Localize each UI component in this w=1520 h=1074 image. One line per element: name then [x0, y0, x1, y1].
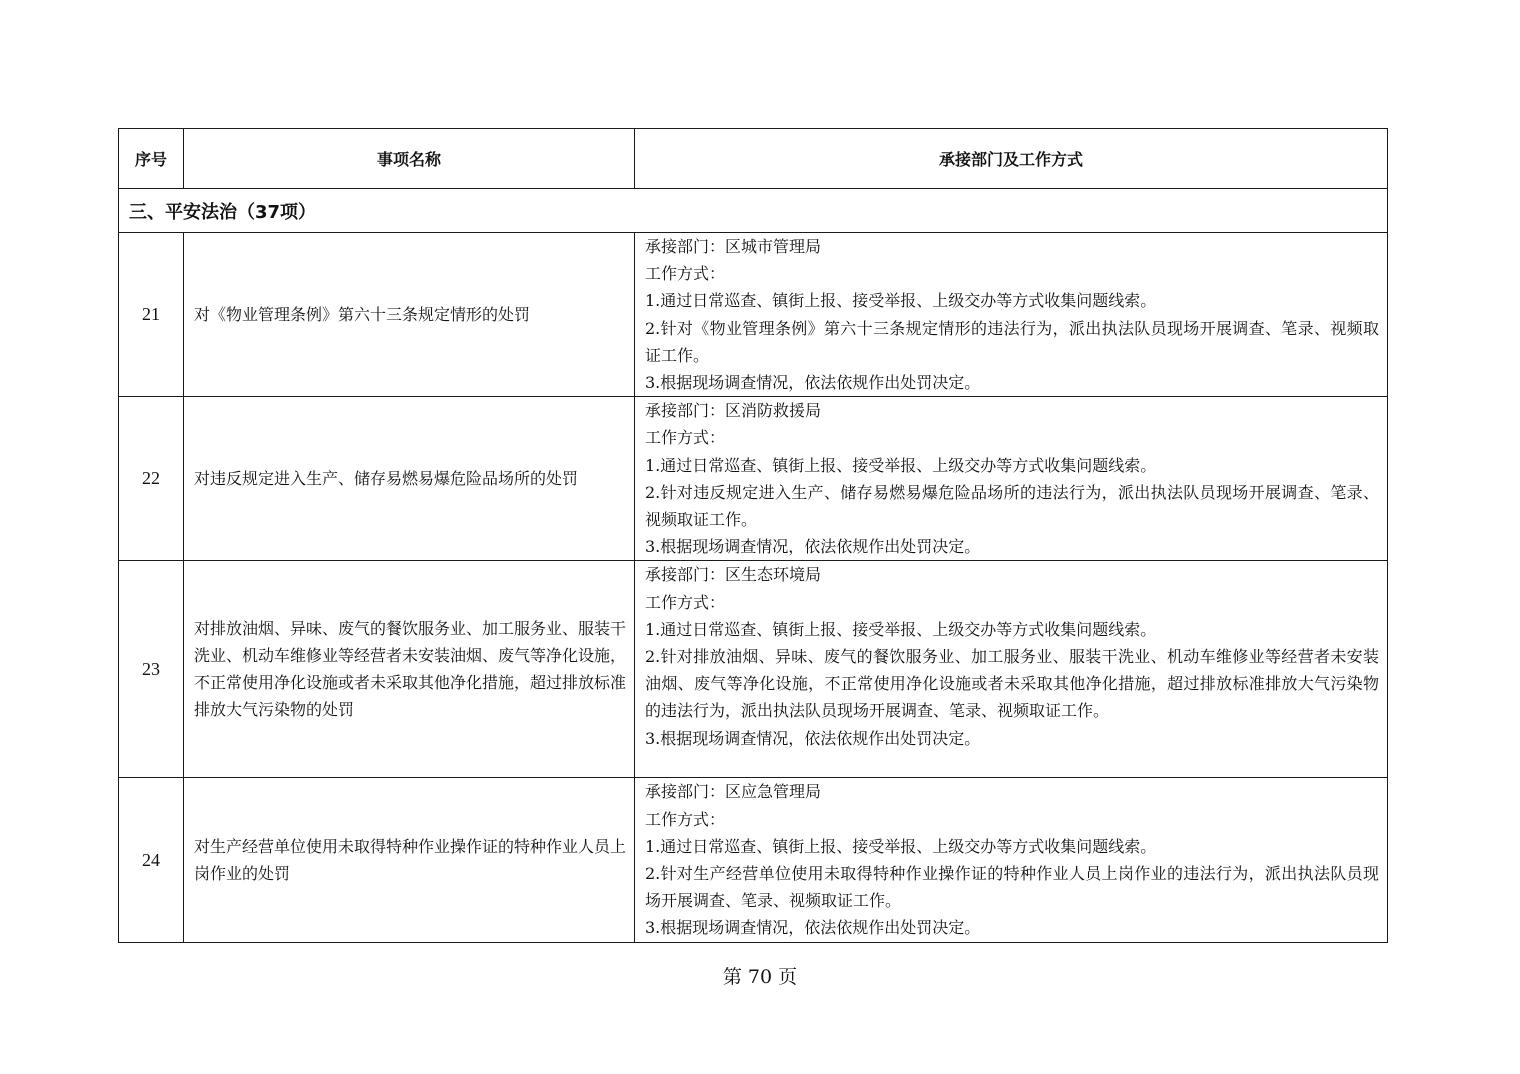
dept-line: 3.根据现场调查情况，依法依规作出处罚决定。	[645, 728, 981, 748]
row-dept	[635, 233, 1388, 397]
dept-line: 1.通过日常巡查、镇街上报、接受举报、上级交办等方式收集问题线索。	[645, 619, 1157, 639]
dept-line: 工作方式：	[645, 592, 726, 612]
table-row	[119, 561, 1388, 778]
dept-line: 2.针对排放油烟、异味、废气的餐饮服务业、加工服务业、服装干洗业、机动车维修业等经营者未安装油烟、废气等净化设施，不正常使用净化设施或者未采取其他净化措施，超过排放标准排放大气污染物的违法行为，派出执法队员现场开展调查、笔录、视频取证工作。	[645, 647, 1379, 721]
row-no: 23	[119, 561, 184, 778]
row-no: 21	[119, 233, 184, 397]
dept-line: 2.针对《物业管理条例》第六十三条规定情形的违法行为，派出执法队员现场开展调查、笔录、视频取证工作。	[645, 318, 1379, 365]
table-row	[119, 397, 1388, 561]
page-number: 第 70 页	[722, 966, 798, 988]
dept-line: 1.通过日常巡查、镇街上报、接受举报、上级交办等方式收集问题线索。	[645, 291, 1157, 311]
header-dept: 承接部门及工作方式	[635, 129, 1388, 189]
header-name: 事项名称	[184, 129, 635, 189]
row-no: 22	[119, 397, 184, 561]
table-row	[119, 233, 1388, 397]
section-title: 三、平安法治（37项）	[119, 189, 1388, 233]
dept-line: 2.针对违反规定进入生产、储存易燃易爆危险品场所的违法行为，派出执法队员现场开展调查、笔录、视频取证工作。	[645, 482, 1379, 530]
row-no: 24	[119, 778, 184, 942]
dept-line: 1.通过日常巡查、镇街上报、接受举报、上级交办等方式收集问题线索。	[645, 455, 1157, 475]
dept-line: 工作方式：	[645, 809, 726, 829]
header-no: 序号	[119, 129, 184, 189]
table-row	[119, 778, 1388, 942]
dept-line: 3.根据现场调查情况，依法依规作出处罚决定。	[645, 918, 981, 938]
dept-line: 工作方式：	[645, 264, 726, 284]
dept-line: 1.通过日常巡查、镇街上报、接受举报、上级交办等方式收集问题线索。	[645, 836, 1157, 856]
dept-line: 3.根据现场调查情况，依法依规作出处罚决定。	[645, 373, 981, 393]
row-name: 对生产经营单位使用未取得特种作业操作证的特种作业人员上岗作业的处罚	[184, 778, 635, 942]
table-header-row	[119, 129, 1388, 189]
dept-line: 工作方式：	[645, 428, 726, 448]
section-row	[119, 189, 1388, 233]
dept-line: 承接部门：区消防救援局	[645, 401, 822, 421]
dept-line: 承接部门：区生态环境局	[645, 565, 822, 585]
row-dept	[635, 397, 1388, 561]
row-dept	[635, 778, 1388, 942]
row-name: 对违反规定进入生产、储存易燃易爆危险品场所的处罚	[184, 397, 635, 561]
dept-line: 2.针对生产经营单位使用未取得特种作业操作证的特种作业人员上岗作业的违法行为，派出执法队员现场开展调查、笔录、视频取证工作。	[645, 864, 1379, 911]
dept-line: 承接部门：区应急管理局	[645, 782, 822, 802]
row-name: 对排放油烟、异味、废气的餐饮服务业、加工服务业、服装干洗业、机动车维修业等经营者未安装油烟、废气等净化设施，不正常使用净化设施或者未采取其他净化措施，超过排放标准排放大气污染物的处罚	[184, 561, 635, 778]
row-name: 对《物业管理条例》第六十三条规定情形的处罚	[184, 233, 635, 397]
dept-line: 3.根据现场调查情况，依法依规作出处罚决定。	[645, 537, 981, 557]
policy-table	[118, 128, 1388, 943]
dept-line: 承接部门：区城市管理局	[645, 237, 822, 256]
row-dept	[635, 561, 1388, 778]
